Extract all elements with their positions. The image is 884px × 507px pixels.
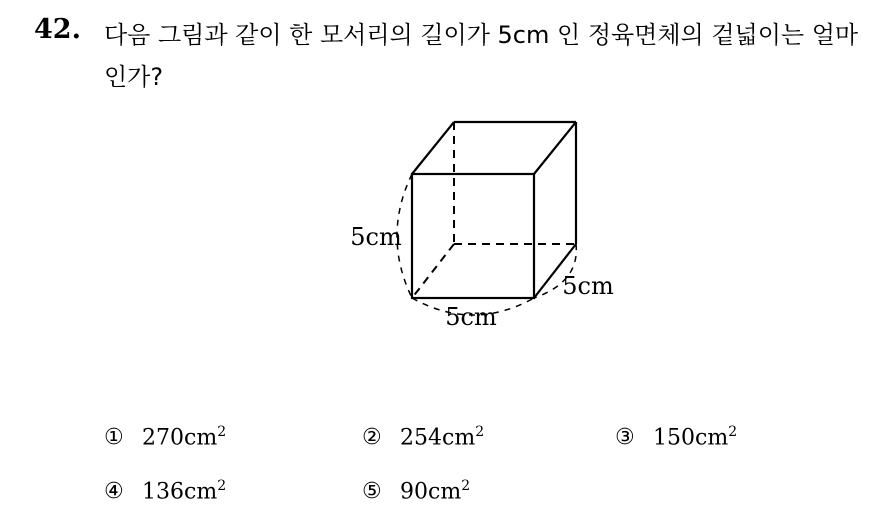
cube-edge	[534, 122, 576, 174]
choice-exponent: 2	[217, 424, 227, 440]
choice-exponent: 2	[728, 424, 738, 440]
choice-exponent: 2	[461, 478, 471, 494]
depth-label: 5cm	[562, 272, 614, 300]
width-label: 5cm	[445, 303, 497, 331]
cube-edge	[412, 122, 454, 174]
choice-value: 254cm	[400, 425, 476, 451]
question-number: 42.	[34, 14, 81, 45]
cube-hidden-edge	[412, 244, 454, 298]
choice-value: 90cm	[400, 479, 462, 505]
question-text: 다음 그림과 같이 한 모서리의 길이가 5cm 인 정육면체의 겉넓이는 얼마인가?	[104, 21, 859, 91]
choice-5[interactable]	[362, 478, 470, 504]
choice-value: 150cm	[653, 425, 729, 451]
choice-1[interactable]	[104, 424, 226, 450]
choice-3[interactable]	[615, 424, 737, 450]
choice-number: ④	[104, 479, 124, 505]
height-label: 5cm	[350, 223, 402, 251]
choice-4[interactable]	[104, 478, 226, 504]
choice-value: 270cm	[142, 425, 218, 451]
choice-number: ⑤	[362, 479, 382, 505]
cube-figure	[330, 110, 630, 340]
choice-number: ③	[615, 425, 635, 451]
choice-exponent: 2	[475, 424, 485, 440]
choice-exponent: 2	[217, 478, 227, 494]
choice-number: ①	[104, 425, 124, 451]
choice-number: ②	[362, 425, 382, 451]
choice-value: 136cm	[142, 479, 218, 505]
cube-front-face	[412, 174, 534, 298]
choice-2[interactable]	[362, 424, 484, 450]
